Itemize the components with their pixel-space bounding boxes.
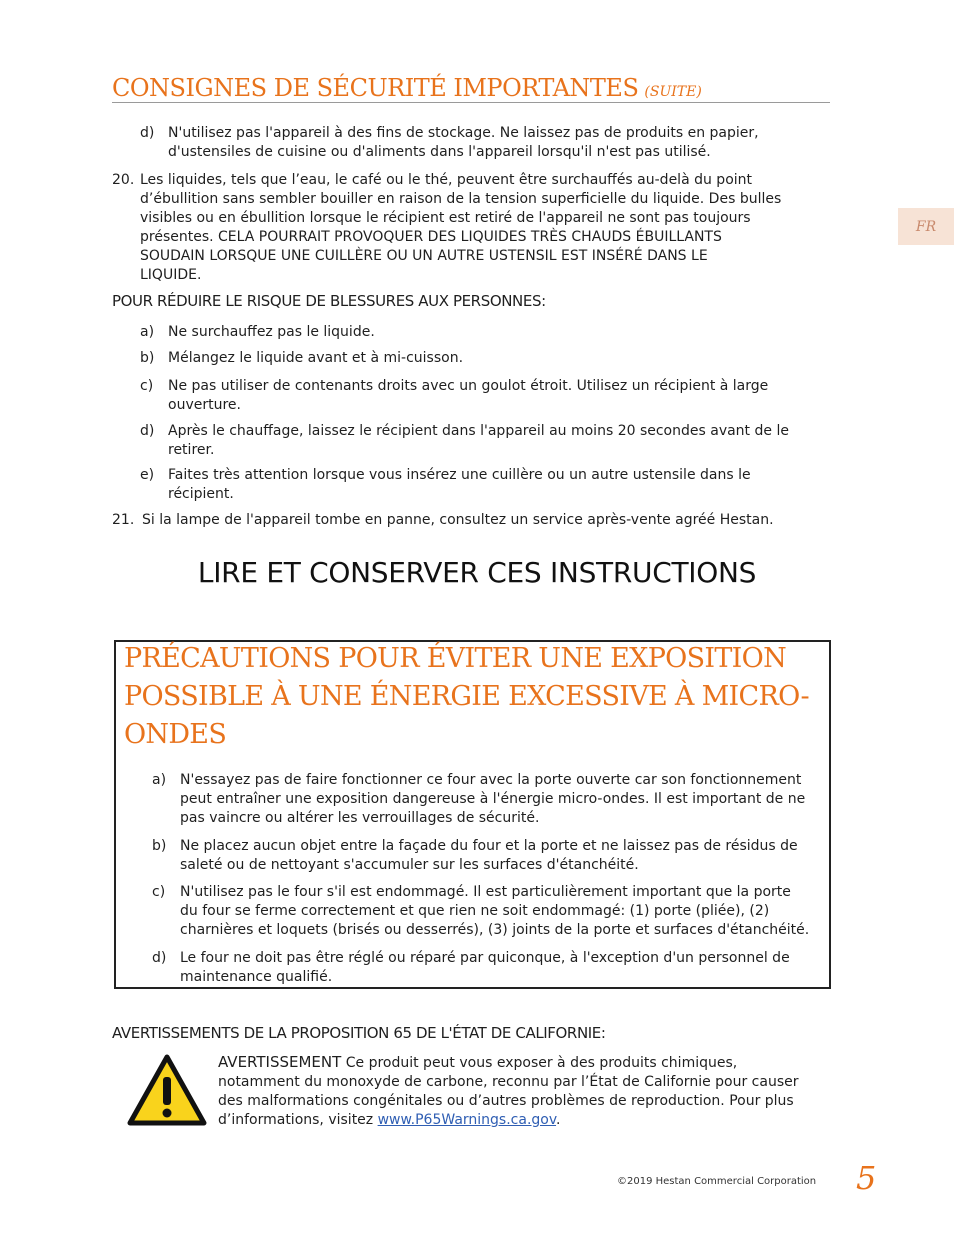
list-item-text: Mélangez le liquide avant et à mi-cuisson. [168,350,464,366]
list-marker: d) [140,125,155,141]
list-item-text: Si la lampe de l'appareil tombe en panne, consultez un service après-vente agréé Hestan. [142,512,774,528]
list-item-text: Ne placez aucun objet entre la façade du four et la porte et ne laissez pas de résidus de saleté ou de nettoyant s'accumuler sur les surfaces d'étanchéité. [180,838,798,873]
language-tab[interactable]: FR [898,208,954,245]
list-item-text: Le four ne doit pas être réglé ou réparé par quiconque, à l'exception d'un personnel de maintenance qualifié. [180,950,790,985]
list-marker: b) [152,838,167,854]
list-marker: d) [152,950,167,966]
list-marker: e) [140,467,155,483]
section-title-suite: (SUITE) [644,84,702,100]
page-number: 5 [856,1159,877,1197]
copyright: ©2019 Hestan Commercial Corporation [617,1176,817,1187]
list-marker: 21. [112,512,135,528]
list-item-text: N'essayez pas de faire fonctionner ce four avec la porte ouverte car son fonctionnement peut entraîner une exposition dangereuse à l'énergie micro-ondes. Il est important de ne pas vaincre ou altérer les verrouillages de sécurité. [180,772,806,826]
list-marker: d) [140,423,155,439]
list-item-text: Après le chauffage, laissez le récipient dans l'appareil au moins 20 secondes avant de le retirer. [168,423,789,458]
p65-warnings-link[interactable]: www.P65Warnings.ca.gov [377,1112,557,1128]
page-header [112,74,830,103]
section-title [112,74,702,106]
list-item-text: N'utilisez pas l'appareil à des fins de stockage. Ne laissez pas de produits en papier, d'ustensiles de cuisine ou d'aliments dans l'appareil lorsqu'il n'est pas utilisé. [168,125,759,160]
list-item-text: Les liquides, tels que l’eau, le café ou le thé, peuvent être surchauffés au-delà du point d’ébullition sans sembler bouiller en raison de la tension superficielle du liquide. Des bulles visibles ou en ébullition lorsque le récipient est retiré de l'appareil ne sont pas toujours présentes. CELA POURRAIT PROVOQUER DES LIQUIDES TRÈS CHAUDS ÉBUILLANTS SOUDAIN LORSQUE UNE CUILLÈRE OU UN AUTRE USTENSIL EST INSÉRÉ DANS LE LIQUIDE. [140,172,782,283]
list-marker: c) [152,884,166,900]
list-item-text: Ne pas utiliser de contenants droits avec un goulot étroit. Utilisez un récipient à large ouverture. [168,378,769,413]
list-item-text: Ne surchauffez pas le liquide. [168,324,375,340]
section-title-text: CONSIGNES DE SÉCURITÉ IMPORTANTES [112,74,639,102]
prop65-warning-text: AVERTISSEMENT Ce produit peut vous exposer à des produits chimiques, notamment du monoxyde de carbone, reconnu par l’État de Californie pour causer des malformations congénitales ou d’autres problèmes de reproduction. Pour plus d’informations, visitez www.P65Warnings.ca.gov. [218,1053,799,1128]
list-item-text: N'utilisez pas le four s'il est endommagé. Il est particulièrement important que la porte du four se ferme correctement et que rien ne soit endommagé: (1) porte (pliée), (2) charnières et loquets (brisés ou desserrés), (3) joints de la porte et surfaces d'étanchéité. [180,884,810,938]
warning-label: AVERTISSEMENT [218,1053,342,1071]
list-item-text: Faites très attention lorsque vous insérez une cuillère ou un autre ustensile dans le récipient. [168,467,751,502]
list-marker: a) [140,324,155,340]
list-marker: c) [140,378,154,394]
subheading-prop65: AVERTISSEMENTS DE LA PROPOSITION 65 DE L'ÉTAT DE CALIFORNIE: [112,1024,606,1042]
box-title: PRÉCAUTIONS POUR ÉVITER UNE EXPOSITION POSSIBLE À UNE ÉNERGIE EXCESSIVE À MICRO- ONDES [124,643,809,750]
list-marker: b) [140,350,155,366]
warning-triangle-icon [126,1053,208,1127]
read-and-save-heading: LIRE ET CONSERVER CES INSTRUCTIONS [197,556,757,589]
list-marker: a) [152,772,167,788]
list-marker: 20. [112,172,135,188]
subheading-reduce-risk: POUR RÉDUIRE LE RISQUE DE BLESSURES AUX PERSONNES: [112,292,546,310]
